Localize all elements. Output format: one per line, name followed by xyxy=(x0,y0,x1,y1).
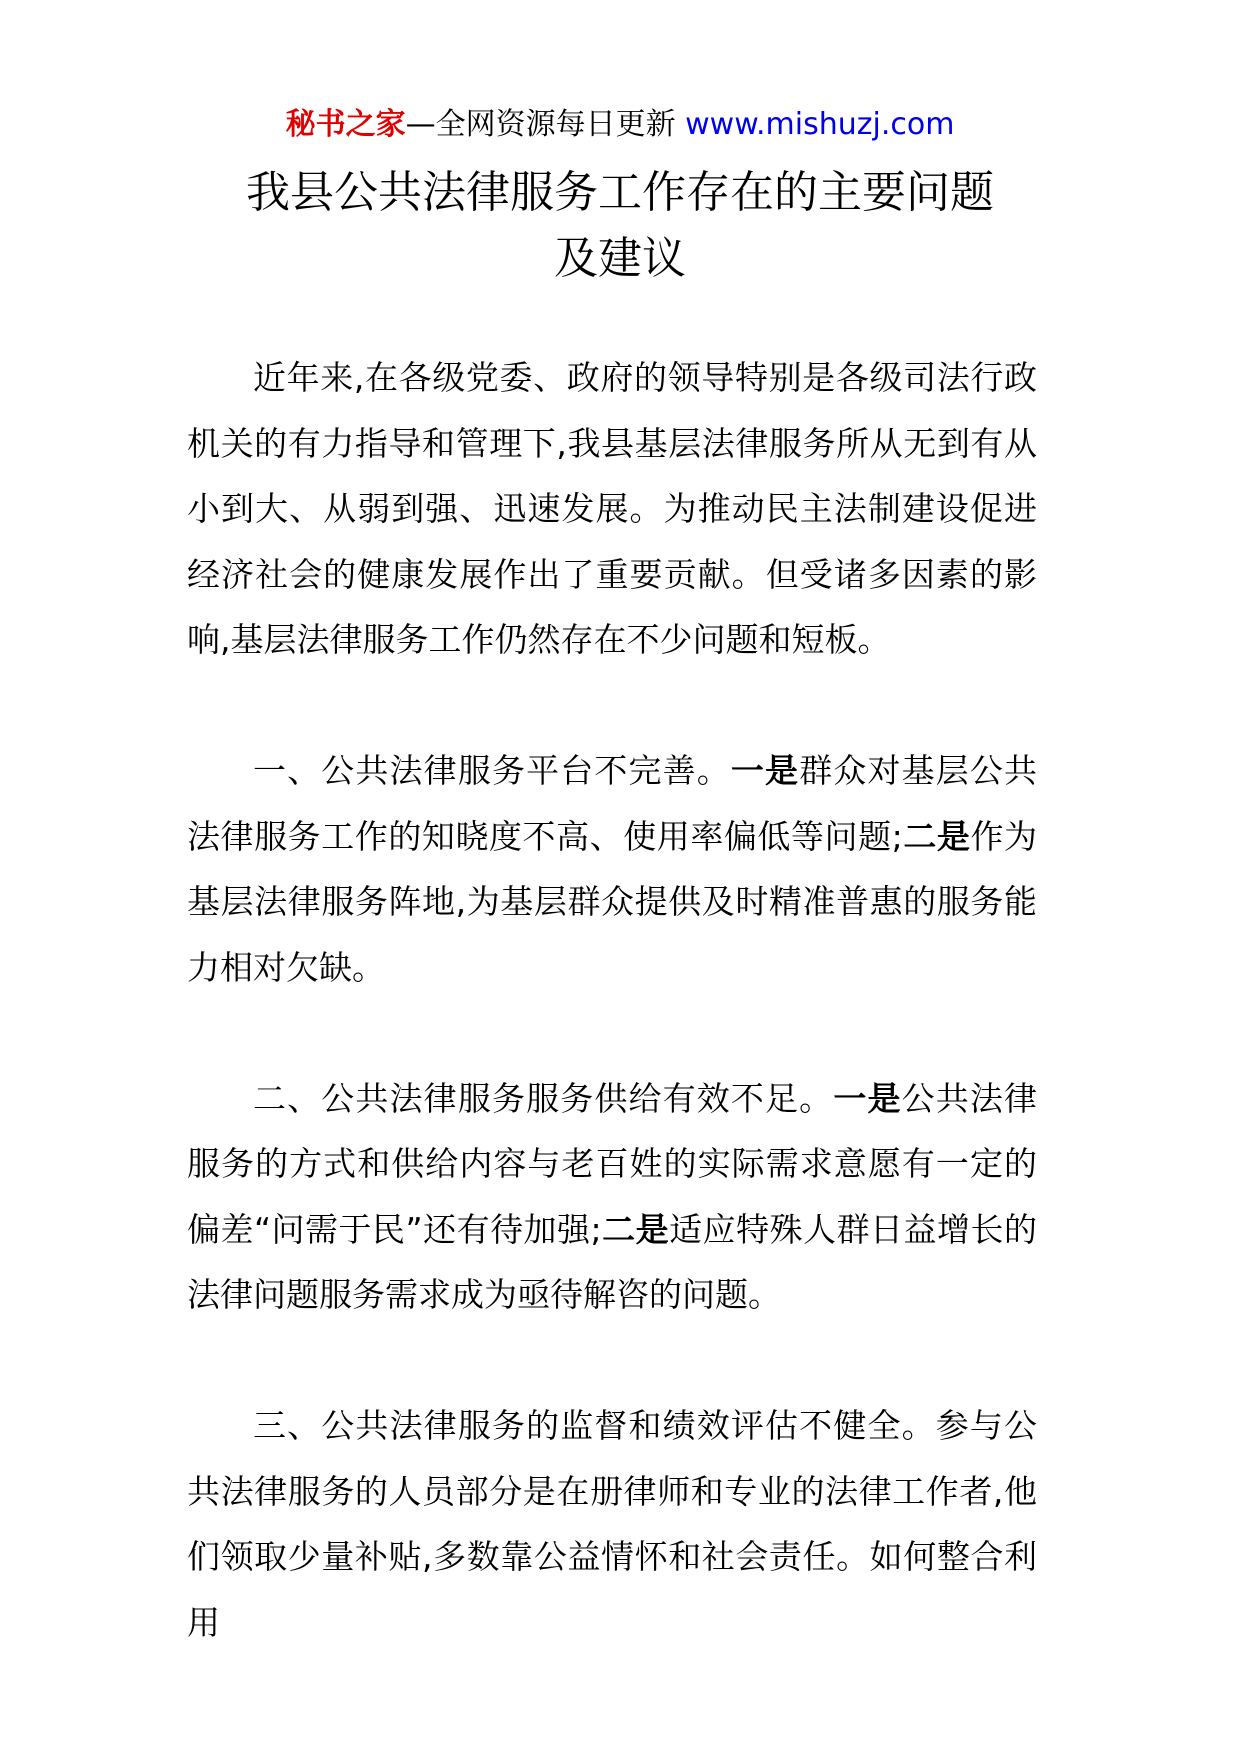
intro-paragraph: 近年来,在各级党委、政府的领导特别是各级司法行政机关的有力指导和管理下,我县基层法律服务所从无到有从小到大、从弱到强、迅速发展。为推动民主法制建设促进经济社会的健康发展作出了重要贡献。但受诸多因素的影响,基层法律服务工作仍然存在不少问题和短板。 xyxy=(187,358,1037,659)
issue-1-point-first: 群众对基层公共法律服务工作的知晓度不高、使用率偏低等问题; xyxy=(187,751,1038,856)
issue-1-heading: 一、公共法律服务平台不完善。 xyxy=(253,751,731,790)
site-tagline: —全网资源每日更新 xyxy=(405,107,686,142)
issue-2-heading: 二、公共法律服务服务供给有效不足。 xyxy=(253,1078,834,1118)
issue-1-marker-second: 二是 xyxy=(902,816,971,856)
issue-paragraph-1 xyxy=(187,738,1037,1000)
issue-2-point-first: 公共法律服务的方式和供给内容与老百姓的实际需求意愿有一定的偏差“问需于民”还有待加强; xyxy=(187,1078,1038,1249)
issue-1-marker-first: 一是 xyxy=(730,751,800,790)
issue-1-point-second: 作为基层法律服务阵地,为基层群众提供及时精准普惠的服务能力相对欠缺。 xyxy=(187,816,1038,987)
issue-paragraph-2 xyxy=(187,1066,1037,1328)
site-url-link[interactable]: www.mishuzj.com xyxy=(685,107,955,142)
document-title xyxy=(0,160,1240,292)
issue-paragraph-3: 三、公共法律服务的监督和绩效评估不健全。参与公共法律服务的人员部分是在册律师和专业的法律工作者,他们领取少量补贴,多数靠公益情怀和社会责任。如何整合利用 xyxy=(187,1406,1037,1642)
site-header xyxy=(0,100,1240,150)
issue-2-point-second: 适应特殊人群日益增长的法律问题服务需求成为亟待解咨的问题。 xyxy=(187,1209,1038,1314)
site-brand: 秘书之家 xyxy=(285,107,406,142)
title-line-1: 我县公共法律服务工作存在的主要问题 xyxy=(246,167,994,218)
document-body xyxy=(187,345,1037,1655)
title-line-2: 及建议 xyxy=(554,233,686,284)
issue-2-marker-second: 二是 xyxy=(601,1209,670,1249)
issue-2-marker-first: 一是 xyxy=(833,1078,902,1118)
